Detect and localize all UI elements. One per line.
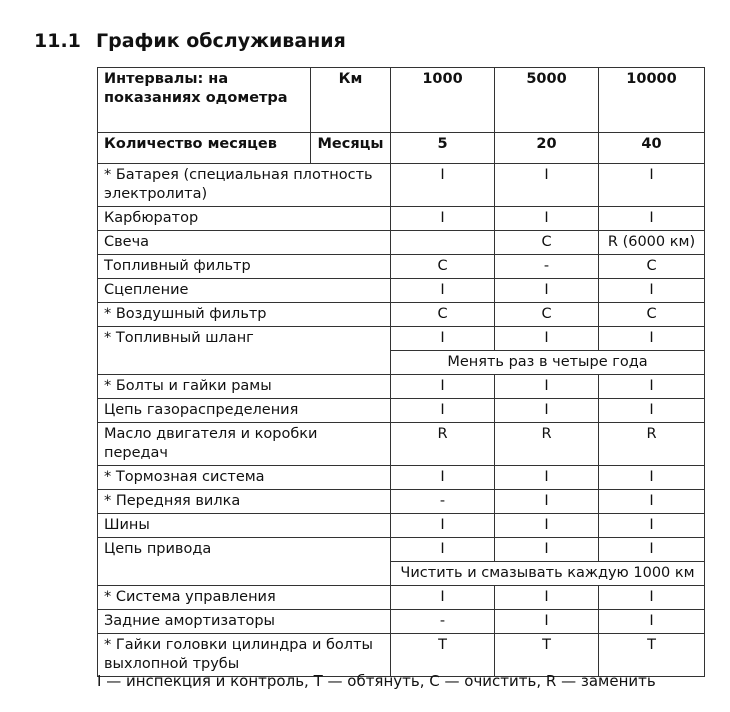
- table-row: [98, 255, 705, 279]
- item-name: * Система управления: [98, 586, 391, 610]
- interval-cell: C: [599, 303, 705, 327]
- interval-cell: I: [495, 399, 599, 423]
- item-name: Цепь газораспределения: [98, 399, 391, 423]
- item-name: Шины: [98, 514, 391, 538]
- months-unit: Месяцы: [311, 133, 391, 164]
- month-value: 20: [495, 133, 599, 164]
- interval-cell: I: [599, 538, 705, 562]
- section-heading: [34, 30, 346, 52]
- legend: I — инспекция и контроль, T — обтянуть, C — очистить, R — заменить: [97, 672, 656, 690]
- interval-cell: C: [391, 303, 495, 327]
- item-name: * Тормозная система: [98, 466, 391, 490]
- table-row: [98, 514, 705, 538]
- interval-cell: R: [391, 423, 495, 466]
- interval-cell: I: [599, 375, 705, 399]
- interval-cell: I: [495, 538, 599, 562]
- interval-cell: I: [495, 327, 599, 351]
- table-row: [98, 303, 705, 327]
- interval-cell: I: [599, 279, 705, 303]
- interval-cell: I: [391, 466, 495, 490]
- section-number: 11.1: [34, 30, 81, 52]
- months-label: Количество месяцев: [98, 133, 311, 164]
- interval-cell: I: [391, 375, 495, 399]
- section-title: График обслуживания: [96, 30, 346, 52]
- interval-cell: I: [495, 610, 599, 634]
- item-name: * Топливный шланг: [98, 327, 391, 375]
- km-label: Км: [311, 68, 391, 133]
- item-name: Свеча: [98, 231, 391, 255]
- table-row: [98, 327, 705, 351]
- interval-cell: I: [495, 490, 599, 514]
- table-row: [98, 231, 705, 255]
- table-row: [98, 538, 705, 562]
- item-name: Задние амортизаторы: [98, 610, 391, 634]
- table-row: [98, 399, 705, 423]
- interval-cell: I: [391, 164, 495, 207]
- month-value: 40: [599, 133, 705, 164]
- item-name: * Батарея (специальная плотность электролита): [98, 164, 391, 207]
- interval-cell: T: [495, 634, 599, 677]
- table-row: [98, 423, 705, 466]
- item-name: * Болты и гайки рамы: [98, 375, 391, 399]
- interval-cell: I: [391, 399, 495, 423]
- item-name: Сцепление: [98, 279, 391, 303]
- interval-cell: R: [599, 423, 705, 466]
- maintenance-schedule-table: [97, 67, 705, 677]
- interval-cell: I: [599, 164, 705, 207]
- header-row-months: [98, 133, 705, 164]
- item-note: Менять раз в четыре года: [391, 351, 705, 375]
- interval-cell: I: [391, 279, 495, 303]
- item-note: Чистить и смазывать каждую 1000 км: [391, 562, 705, 586]
- interval-cell: I: [599, 610, 705, 634]
- table-row: [98, 164, 705, 207]
- interval-cell: T: [391, 634, 495, 677]
- interval-cell: I: [599, 466, 705, 490]
- table-row: [98, 610, 705, 634]
- table-row: [98, 279, 705, 303]
- interval-cell: I: [495, 279, 599, 303]
- interval-cell: C: [495, 231, 599, 255]
- interval-cell: I: [391, 514, 495, 538]
- interval-cell: R: [495, 423, 599, 466]
- km-value: 10000: [599, 68, 705, 133]
- item-name: Карбюратор: [98, 207, 391, 231]
- month-value: 5: [391, 133, 495, 164]
- item-name: Масло двигателя и коробки передач: [98, 423, 391, 466]
- interval-cell: -: [391, 490, 495, 514]
- table-row: [98, 466, 705, 490]
- table-row: [98, 207, 705, 231]
- intervals-label: Интервалы: на показаниях одометра: [98, 68, 311, 133]
- interval-cell: C: [495, 303, 599, 327]
- interval-cell: R (6000 км): [599, 231, 705, 255]
- header-row-km: [98, 68, 705, 133]
- interval-cell: I: [599, 327, 705, 351]
- interval-cell: I: [495, 207, 599, 231]
- interval-cell: I: [391, 327, 495, 351]
- interval-cell: -: [391, 610, 495, 634]
- km-value: 5000: [495, 68, 599, 133]
- interval-cell: T: [599, 634, 705, 677]
- interval-cell: I: [599, 207, 705, 231]
- item-name: Цепь привода: [98, 538, 391, 586]
- interval-cell: I: [495, 375, 599, 399]
- item-name: * Воздушный фильтр: [98, 303, 391, 327]
- interval-cell: I: [599, 399, 705, 423]
- interval-cell: [391, 231, 495, 255]
- interval-cell: -: [495, 255, 599, 279]
- table-row: [98, 586, 705, 610]
- item-name: * Передняя вилка: [98, 490, 391, 514]
- km-value: 1000: [391, 68, 495, 133]
- interval-cell: I: [599, 490, 705, 514]
- interval-cell: I: [391, 586, 495, 610]
- interval-cell: I: [391, 538, 495, 562]
- interval-cell: I: [495, 586, 599, 610]
- table-row: [98, 490, 705, 514]
- interval-cell: I: [391, 207, 495, 231]
- table-row: [98, 634, 705, 677]
- interval-cell: I: [599, 514, 705, 538]
- interval-cell: I: [495, 466, 599, 490]
- interval-cell: I: [495, 514, 599, 538]
- item-name: * Гайки головки цилиндра и болты выхлопной трубы: [98, 634, 391, 677]
- interval-cell: C: [599, 255, 705, 279]
- interval-cell: I: [495, 164, 599, 207]
- item-name: Топливный фильтр: [98, 255, 391, 279]
- table-row: [98, 375, 705, 399]
- interval-cell: I: [599, 586, 705, 610]
- interval-cell: C: [391, 255, 495, 279]
